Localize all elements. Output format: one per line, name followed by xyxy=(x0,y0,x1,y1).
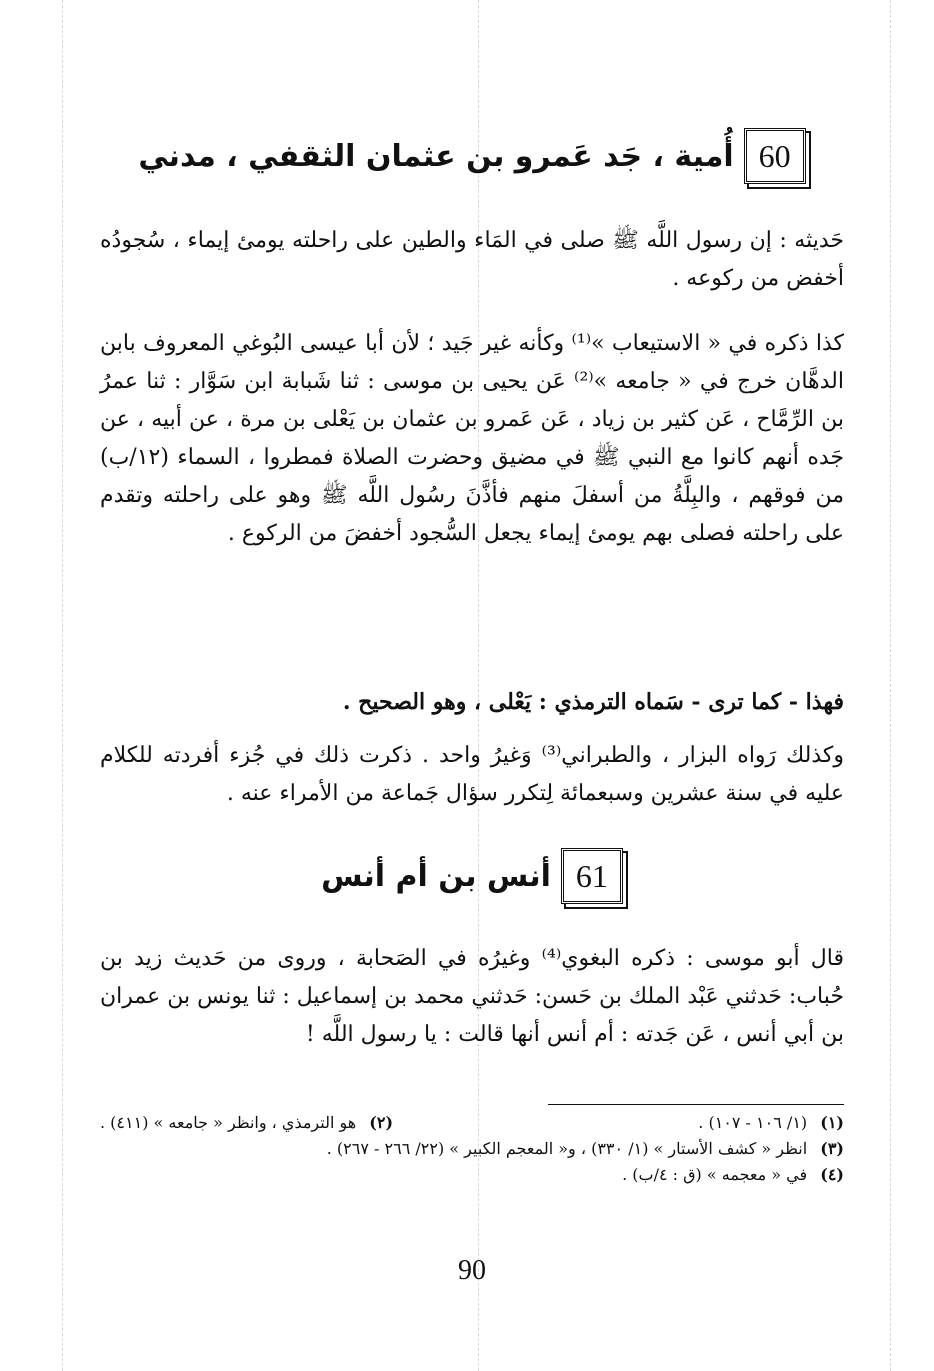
page-number: 90 xyxy=(458,1255,486,1286)
footnote-row xyxy=(100,1110,844,1136)
entry-title: أُمية ، جَد عَمرو بن عثمان الثقفي ، مدني xyxy=(138,138,734,174)
entry-61-heading xyxy=(100,848,844,904)
footnote-number: (٤) xyxy=(820,1165,844,1184)
entry-60-heading xyxy=(100,128,844,184)
footnote-number: (٢) xyxy=(369,1113,394,1132)
footnote-text: انظر « كشف الأستار » (١/ ٣٣٠) ، و« المعجم الكبير » (٢٢/ ٢٦٦ - ٢٦٧) . xyxy=(326,1139,808,1158)
footnote-number: (١) xyxy=(820,1113,844,1132)
footnote xyxy=(698,1110,844,1136)
footnote-text: هو الترمذي ، وانظر « جامعه » (٤١١) . xyxy=(100,1113,357,1132)
footnote xyxy=(100,1136,844,1162)
footnotes xyxy=(100,1110,844,1188)
footnote-number: (٣) xyxy=(820,1139,844,1158)
margin-guide-left xyxy=(62,0,63,1371)
entry-number-badge: 60 xyxy=(744,128,806,184)
entry-number-badge: 61 xyxy=(561,848,623,904)
paragraph-emphasis: فهذا - كما ترى - سَماه الترمذي : يَعْلى ، وهو الصحيح . xyxy=(342,689,844,715)
footnote-text: (١/ ١٠٦ - ١٠٧) . xyxy=(698,1113,808,1132)
footnote xyxy=(100,1110,393,1136)
footnote xyxy=(100,1162,844,1188)
footnote-separator xyxy=(548,1104,844,1105)
book-page xyxy=(100,0,844,1371)
paragraph: قال أبو موسى : ذكره البغوي⁽⁴⁾ وغيرُه في الصَحابة ، وروى من حَديث زيد بن حُباب: حَدثني عَبْد الملك بن حَسن: حَدثني محمد بن إسماعيل : ثنا يونس بن عمران بن أبي أنس ، عَن جَدته : أم أنس أنها قالت : يا رسول اللَّه ! xyxy=(100,946,844,1047)
paragraph: وكذلك رَواه البزار ، والطبراني⁽³⁾ وَغيرُ واحد . ذكرت ذلك في جُزء أفردته للكلام عليه في سنة عشرين وسبعمائة لِتكرر سؤال جَماعة من الأمراء عنه . xyxy=(100,743,845,806)
paragraph: حَديثه : إن رسول اللَّه ﷺ صلى في المَاء والطين على راحلته يومئ إيماء ، سُجودُه أخفض من ركوعه . xyxy=(100,228,844,291)
footnote-text: في « معجمه » (ق : ٤/ب) . xyxy=(622,1165,808,1184)
entry-title: أنس بن أم أنس xyxy=(321,858,551,894)
margin-guide-right xyxy=(890,0,891,1371)
paragraph: كذا ذكره في « الاستيعاب »⁽¹⁾ وكأنه غير جَيد ؛ لأن أبا عيسى البُوغي المعروف بابن الدهَّان خرج في « جامعه »⁽²⁾ عَن يحيى بن موسى : ثنا شَبابة ابن سَوَّار : ثنا عمرُ بن الرِّمَّاح ، عَن كثير بن زياد ، عَن عَمرو بن عثمان بن يَعْلى بن مرة ، عن أبيه ، عن جَده أنهم كانوا مع النبي ﷺ في مضيق وحضرت الصلاة فمطروا ، السماء (١٢/ب) من فوقهم ، والبِلَّةُ من أسفلَ منهم فأذَّنَ رسُول اللَّه ﷺ وهو على راحلته وتقدم على راحلته فصلى بهم يومئ إيماء يجعل السُّجود أخفضَ من الركوع . xyxy=(100,331,845,546)
